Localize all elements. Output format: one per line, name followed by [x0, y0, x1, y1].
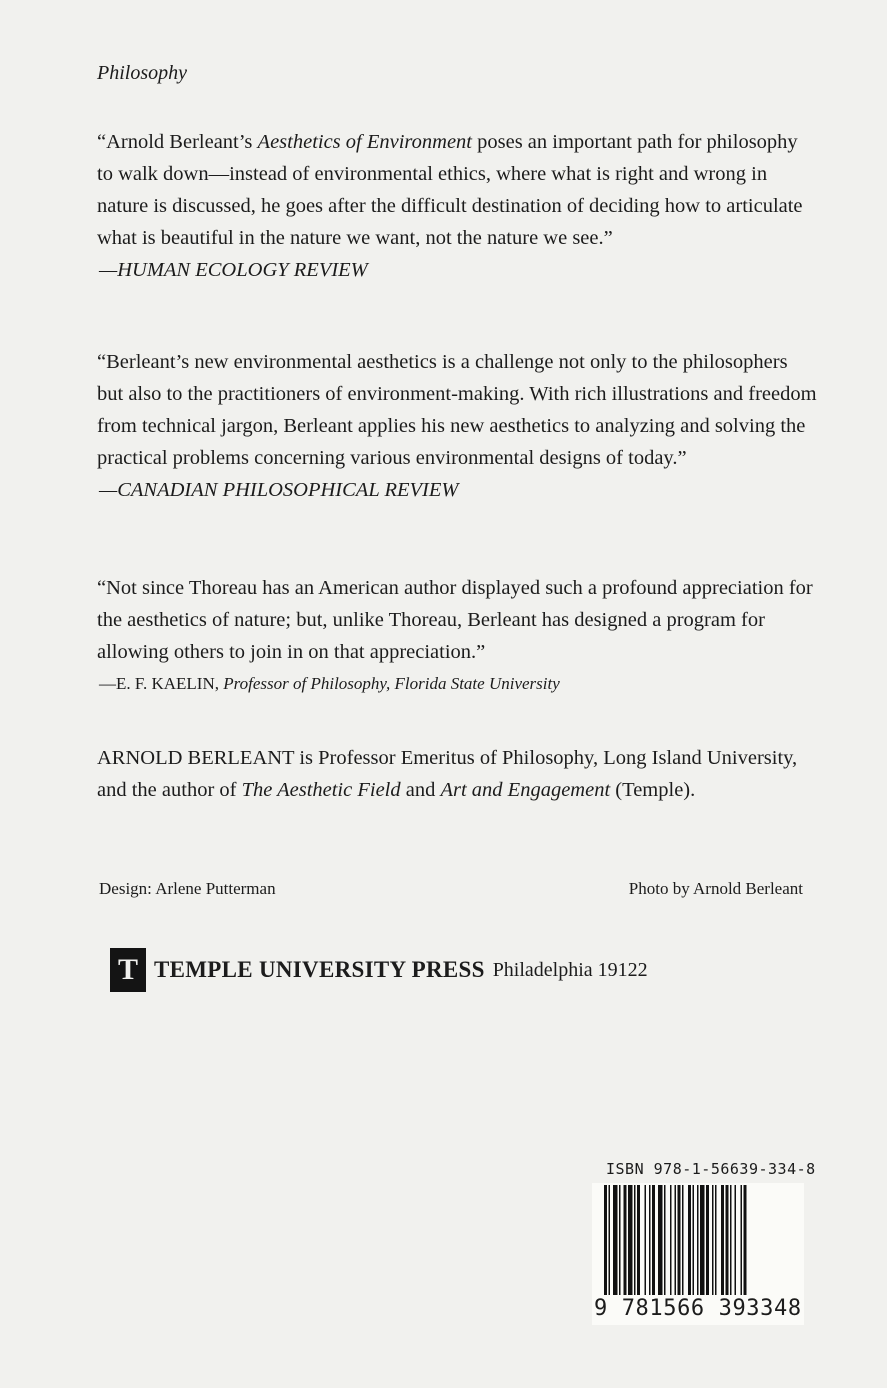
quote-text	[97, 126, 817, 254]
barcode-bar	[693, 1185, 695, 1295]
barcode-bar	[721, 1185, 724, 1295]
quote-text: “Berleant’s new environmental aesthetics is a challenge not only to the philosophers but also to the practitioners of environment-making. With rich illustrations and freedom from technical jargon, Berleant applies his new aesthetics to analyzing and solving the practical problems concerning various environmental designs of today.”	[97, 351, 817, 469]
photo-credit: Photo by Arnold Berleant	[628, 879, 803, 898]
publisher-imprint	[110, 948, 648, 992]
barcode	[592, 1183, 804, 1325]
book-title: Art and Engagement	[440, 779, 611, 801]
review-quote-2	[97, 346, 817, 506]
quote-text-part: “Arnold Berleant’s	[97, 131, 258, 153]
barcode-bar	[637, 1185, 640, 1295]
quote-text: “Not since Thoreau has an American author displayed such a profound appreciation for the aesthetics of nature; but, unlike Thoreau, Berleant has designed a program for allowing others to join in on that appreciation.”	[97, 577, 813, 663]
bio-part: (Temple).	[610, 779, 696, 801]
barcode-bar	[744, 1185, 747, 1295]
author-bio	[97, 742, 817, 806]
barcode-bar	[628, 1185, 633, 1295]
bio-part: ARNOLD BERLEANT is Professor Emeritus of Philosophy, Long Island University, and the author of	[97, 747, 798, 801]
barcode-bar	[613, 1185, 618, 1295]
barcode-bar	[658, 1185, 663, 1295]
publisher-name: TEMPLE UNIVERSITY PRESS	[154, 957, 485, 982]
book-title: The Aesthetic Field	[241, 779, 401, 801]
barcode-bar	[741, 1185, 743, 1295]
barcode-bars	[604, 1185, 794, 1300]
source-title: Professor of Philosophy, Florida State University	[223, 674, 560, 693]
review-quote-1	[97, 126, 817, 286]
barcode-bar	[604, 1185, 607, 1295]
review-quote-3	[97, 572, 817, 700]
barcode-bar	[706, 1185, 709, 1295]
quote-source	[97, 254, 817, 286]
barcode-bar	[634, 1185, 636, 1295]
barcode-bar	[619, 1185, 621, 1295]
barcode-bar	[697, 1185, 699, 1295]
credits	[99, 879, 803, 899]
category-label: Philosophy	[97, 62, 187, 84]
author-bio-text	[97, 742, 817, 806]
temple-logo-icon: T	[110, 948, 146, 992]
barcode-bar	[688, 1185, 691, 1295]
publisher-city: Philadelphia 19122	[492, 958, 648, 981]
barcode-bar	[645, 1185, 647, 1295]
barcode-bar	[624, 1185, 627, 1295]
barcode-bar	[682, 1185, 684, 1295]
barcode-bar	[730, 1185, 732, 1295]
barcode-bar	[712, 1185, 714, 1295]
barcode-bar	[675, 1185, 677, 1295]
barcode-digits: 9 781566 393348	[594, 1296, 802, 1321]
quote-source	[97, 474, 817, 506]
barcode-bar	[735, 1185, 737, 1295]
isbn-label: ISBN 978-1-56639-334-8	[606, 1160, 816, 1178]
barcode-bar	[649, 1185, 651, 1295]
quote-text-part: poses an important path for philosophy to walk down—instead of environmental ethics, where what is right and wrong in nature is discussed, he goes after the difficult destination of deciding how to articulate what is beautiful in the nature we want, not the nature we see.”	[97, 131, 803, 249]
barcode-bar	[670, 1185, 672, 1295]
barcode-bar	[715, 1185, 717, 1295]
source-name: —E. F. KAELIN,	[99, 674, 224, 693]
bio-part: and	[400, 779, 441, 801]
quote-source	[97, 668, 817, 700]
barcode-bar	[700, 1185, 705, 1295]
source-name: —CANADIAN PHILOSOPHICAL REVIEW	[99, 479, 459, 501]
source-name: —HUMAN ECOLOGY REVIEW	[99, 259, 368, 281]
barcode-bar	[652, 1185, 655, 1295]
barcode-bar	[678, 1185, 681, 1295]
design-credit: Design: Arlene Putterman	[99, 879, 276, 898]
barcode-bar	[609, 1185, 611, 1295]
barcode-bar	[664, 1185, 666, 1295]
barcode-bar	[726, 1185, 729, 1295]
book-title: Aesthetics of Environment	[257, 131, 472, 153]
